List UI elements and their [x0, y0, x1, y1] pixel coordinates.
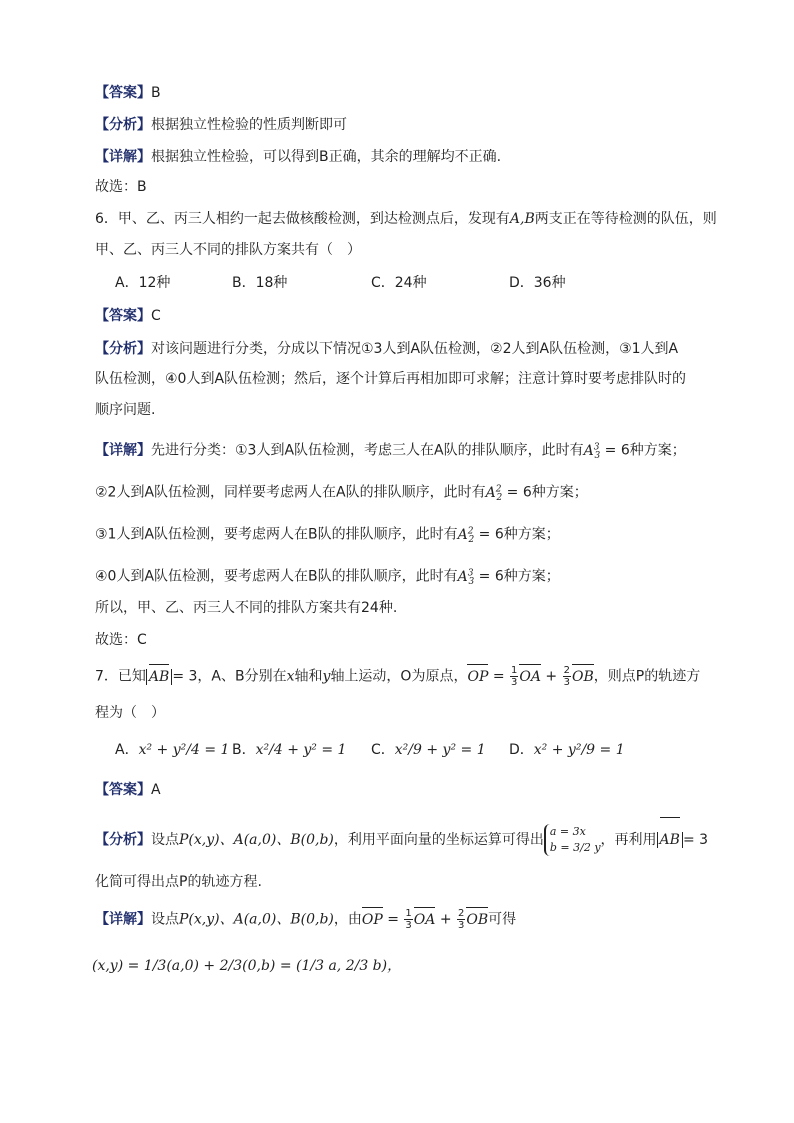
q7-stem-text: 轴上运动，O为原点，	[330, 668, 468, 685]
analysis-tag: 【分析】	[95, 832, 151, 848]
q7-vec-oa: OA	[413, 911, 436, 928]
detail-tag: 【详解】	[95, 149, 151, 165]
q7-vec-ob: OB	[572, 668, 594, 685]
q7-vec-op: OP	[467, 668, 489, 685]
q7-detail-text: 设点	[151, 911, 179, 928]
analysis-tag: 【分析】	[95, 117, 151, 133]
q6-stem-line2: 甲、乙、丙三人不同的排队方案共有（ ）	[95, 242, 361, 258]
q6-option-a: A．12种	[115, 275, 171, 291]
q7-stem-line2: 程为（ ）	[95, 705, 165, 721]
q7-var-y: y	[322, 668, 331, 685]
q5-detail-line	[95, 147, 501, 167]
permutation-a22: $A^2_2$	[485, 484, 503, 504]
q6-option-d: D．36种	[509, 275, 566, 291]
q5-answer-line	[95, 83, 161, 103]
q7-analysis-text-end: = 3	[682, 832, 709, 848]
q7-frac-2-3: $\frac{2}{3}$	[563, 665, 570, 688]
q7-frac-1-3: $\frac{1}{3}$	[405, 908, 412, 931]
q7-stem-line1: 7．已知 AB = 3，A、B分别在x轴和y轴上运动，O为原点，OP = $\frac{1}{3}$ OA + $\frac{2}{3}$ OB，则点P的轨迹方	[95, 665, 701, 688]
analysis-tag: 【分析】	[95, 341, 151, 357]
q7-stem-text-end: ，则点P的轨迹方	[593, 668, 701, 685]
q7-abs-ab: AB	[146, 669, 172, 685]
q7-option-b: B．x²/4 + y² = 1	[232, 742, 347, 758]
q6-eq-value: = 6	[474, 568, 504, 585]
q7-answer-line	[95, 780, 161, 800]
q6-eq-value: = 6	[474, 526, 504, 543]
q6-analysis-line1	[95, 339, 678, 359]
q7-analysis-points: P(x,y)、A(a,0)、B(0,b)	[179, 832, 334, 848]
q6-answer-line	[95, 306, 161, 326]
answer-tag: 【答案】	[95, 782, 151, 798]
q6-detail-1-text: 先进行分类：①3人到A队伍检测，考虑三人在A队的排队顺序，此时有	[151, 442, 584, 459]
q7-frac-1-3: $\frac{1}{3}$	[511, 665, 518, 688]
q6-eq-value: = 6	[600, 442, 630, 459]
q6-choice: 故选：C	[95, 632, 147, 648]
q7-detail-text: ，由	[333, 911, 362, 928]
q7-detail-points: P(x,y)、A(a,0)、B(0,b)	[179, 911, 334, 928]
q7-analysis-line2: 化简可得出点P的轨迹方程.	[95, 874, 262, 890]
q6-answer: C	[151, 308, 161, 324]
q6-detail-3-text: ③1人到A队伍检测，要考虑两人在B队的排队顺序，此时有	[95, 526, 458, 543]
q7-option-d: D．x² + y²/9 = 1	[509, 742, 625, 758]
q7-vec-op: OP	[361, 911, 383, 928]
q7-stem-text: = 3，A、B分别在	[172, 668, 287, 685]
q6-stem-vars: A,B	[509, 211, 535, 227]
q6-detail-line4	[95, 563, 560, 592]
q5-answer: B	[151, 85, 161, 101]
q7-vec-ob: OB	[466, 911, 489, 928]
q6-summary: 所以，甲、乙、丙三人不同的排队方案共有24种.	[95, 600, 398, 616]
q7-var-x: x	[286, 668, 295, 685]
q7-detail-text-end: 可得	[488, 911, 517, 928]
permutation-a33: $A^3_3$	[583, 442, 601, 462]
q7-abs-ab: AB	[657, 832, 683, 848]
q5-choice: 故选：B	[95, 179, 147, 195]
q6-stem-text: 6．甲、乙、丙三人相约一起去做核酸检测，到达检测点后，发现有	[95, 211, 510, 227]
q7-stem-text: 轴和	[294, 668, 323, 685]
q7-frac-2-3: $\frac{2}{3}$	[458, 908, 465, 931]
q5-detail: 根据独立性检验，可以得到B正确，其余的理解均不正确.	[151, 149, 502, 165]
q6-detail-line2	[95, 479, 588, 508]
answer-tag: 【答案】	[95, 85, 151, 101]
q5-analysis: 根据独立性检验的性质判断即可	[151, 117, 347, 133]
q6-detail-4-text: ④0人到A队伍检测，要考虑两人在B队的排队顺序，此时有	[95, 568, 458, 585]
q7-analysis-text: ，再利用	[600, 832, 657, 848]
q7-answer: A	[151, 782, 161, 798]
q6-analysis-line3: 顺序问题.	[95, 402, 156, 418]
q7-detail-line1: 【详解】设点P(x,y)、A(a,0)、B(0,b)，由OP = $\frac{1}{3}$ OA + $\frac{2}{3}$ OB可得	[95, 908, 517, 931]
q7-analysis-text: ，利用平面向量的坐标运算可得出	[333, 832, 544, 848]
detail-tag: 【详解】	[95, 911, 151, 928]
q6-option-b: B．18种	[232, 275, 288, 291]
q7-analysis-line1	[95, 820, 708, 860]
permutation-a33: $A^3_3$	[457, 568, 475, 588]
q7-vec-oa: OA	[519, 668, 541, 685]
q6-stem-text-end: 两支正在等待检测的队伍，则	[534, 211, 717, 227]
permutation-a22: $A^2_2$	[457, 526, 475, 546]
q7-stem-text: 7．已知	[95, 668, 146, 685]
q6-detail-1-end: 种方案；	[629, 442, 686, 459]
q7-analysis-text: 设点	[151, 832, 179, 848]
q6-stem-line1	[95, 209, 717, 229]
q6-option-c: C．24种	[371, 275, 427, 291]
q6-analysis-1: 对该问题进行分类，分成以下情况①3人到A队伍检测，②2人到A队伍检测，③1人到A	[151, 341, 679, 357]
q6-detail-line3	[95, 521, 560, 550]
q6-detail-2-text: ②2人到A队伍检测，同样要考虑两人在A队的排队顺序，此时有	[95, 484, 486, 501]
q6-detail-4-end: 种方案；	[503, 568, 560, 585]
q6-detail-3-end: 种方案；	[503, 526, 560, 543]
q6-eq-value: = 6	[502, 484, 532, 501]
q7-detail-equation	[92, 956, 401, 976]
q7-option-c: C．x²/9 + y² = 1	[371, 742, 486, 758]
q6-analysis-line2: 队伍检测，④0人到A队伍检测；然后，逐个计算后再相加即可求解；注意计算时要考虑排队时的	[95, 371, 687, 387]
answer-tag: 【答案】	[95, 308, 151, 324]
q6-detail-2-end: 种方案；	[531, 484, 588, 501]
q7-system-brace: a = 3x b = 3/2 y	[544, 824, 601, 856]
detail-tag: 【详解】	[95, 442, 151, 459]
q7-option-a: A．x² + y²/4 = 1	[115, 742, 230, 758]
q7-coordinate-equation: (x,y) = 1/3(a,0) + 2/3(0,b) = (1/3 a, 2/3 b)，	[92, 958, 402, 974]
q5-analysis-line	[95, 115, 347, 135]
q6-detail-line1	[95, 437, 686, 466]
